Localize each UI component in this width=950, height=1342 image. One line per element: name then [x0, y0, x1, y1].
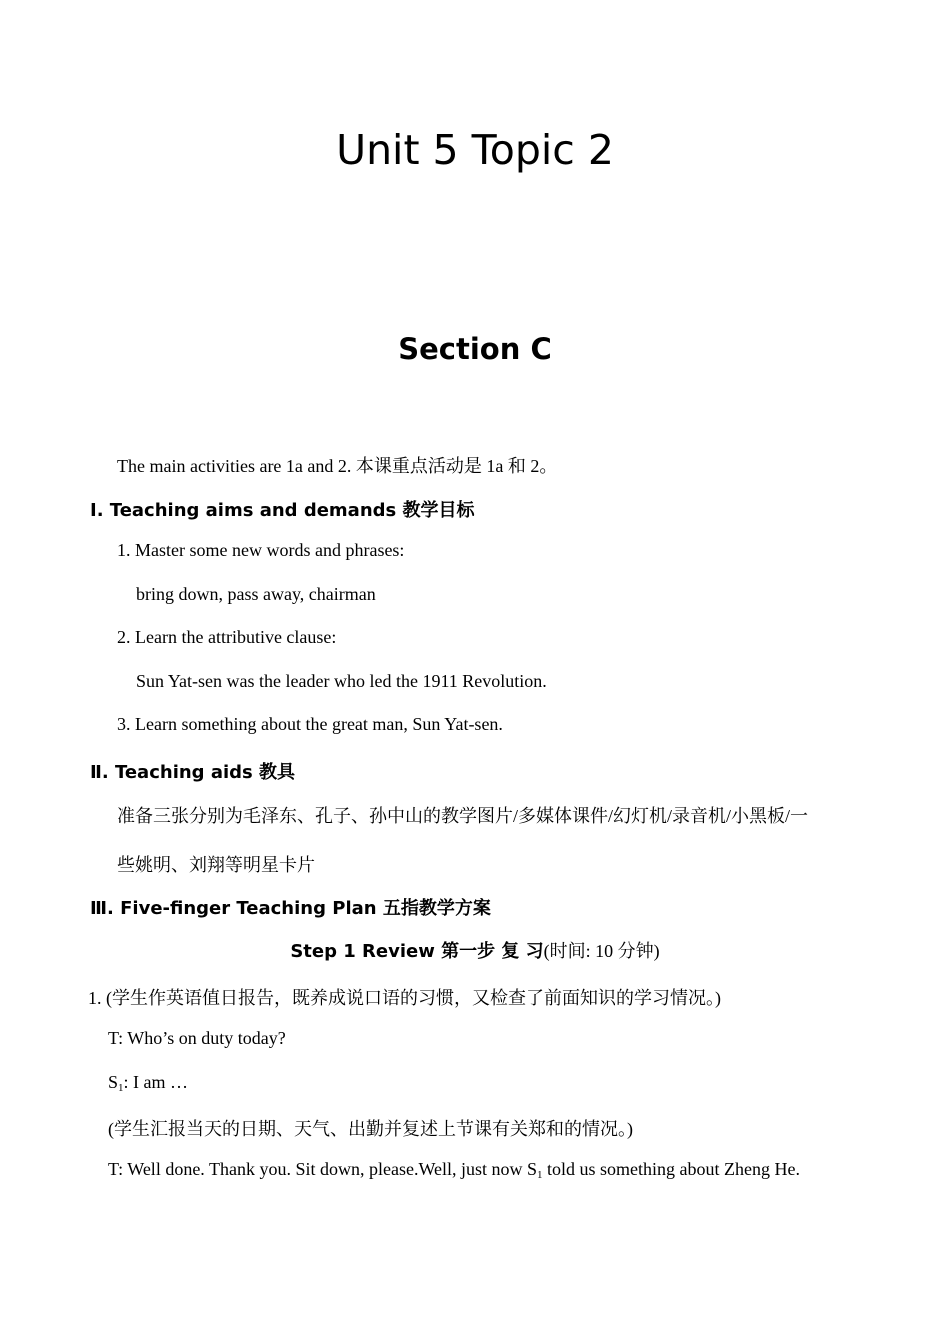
review-item-1: 1. (学生作英语值日报告，既养成说口语的习惯，又检查了前面知识的学习情况。) — [88, 988, 721, 1008]
aim-item-3: 3. Learn something about the great man, Sun Yat-sen. — [117, 714, 503, 734]
heading-teaching-aids: Ⅱ. Teaching aids 教具 — [90, 762, 296, 783]
heading-teaching-aims: Ⅰ. Teaching aims and demands 教学目标 — [90, 500, 475, 521]
aids-line-2: 些姚明、刘翔等明星卡片 — [117, 855, 315, 875]
heading-teaching-plan: Ⅲ. Five-finger Teaching Plan 五指教学方案 — [90, 898, 491, 919]
dialog-teacher-2 — [108, 1159, 800, 1181]
step-title: Step 1 Review 第一步 复 习 — [290, 941, 544, 962]
intro-line: The main activities are 1a and 2. 本课重点活动是 1a 和 2。 — [117, 456, 558, 476]
step-heading — [0, 937, 950, 963]
step-time: (时间: 10 分钟) — [543, 941, 660, 961]
teacher-line-subscript: 1 — [537, 1169, 543, 1181]
unit-title: Unit 5 Topic 2 — [336, 126, 614, 174]
aim-item-1: 1. Master some new words and phrases: — [117, 540, 405, 560]
review-note: (学生汇报当天的日期、天气、出勤并复述上节课有关郑和的情况。) — [108, 1119, 633, 1139]
aids-line-1: 准备三张分别为毛泽东、孔子、孙中山的教学图片/多媒体课件/幻灯机/录音机/小黑板/一 — [117, 806, 809, 826]
speaker-label: S — [108, 1072, 119, 1092]
section-title: Section C — [398, 332, 552, 366]
aim-item-1-detail: bring down, pass away, chairman — [136, 584, 376, 604]
dialog-student-1 — [108, 1072, 188, 1094]
teacher-line-part-b: told us something about Zheng He. — [542, 1159, 800, 1179]
teacher-line-part-a: T: Well done. Thank you. Sit down, please.Well, just now S — [108, 1159, 538, 1179]
aim-item-2: 2. Learn the attributive clause: — [117, 627, 337, 647]
speaker-subscript: 1 — [118, 1082, 124, 1094]
dialog-teacher-1: T: Who’s on duty today? — [108, 1028, 286, 1048]
student-reply: : I am … — [123, 1072, 189, 1092]
aim-item-2-detail: Sun Yat-sen was the leader who led the 1911 Revolution. — [136, 671, 547, 691]
